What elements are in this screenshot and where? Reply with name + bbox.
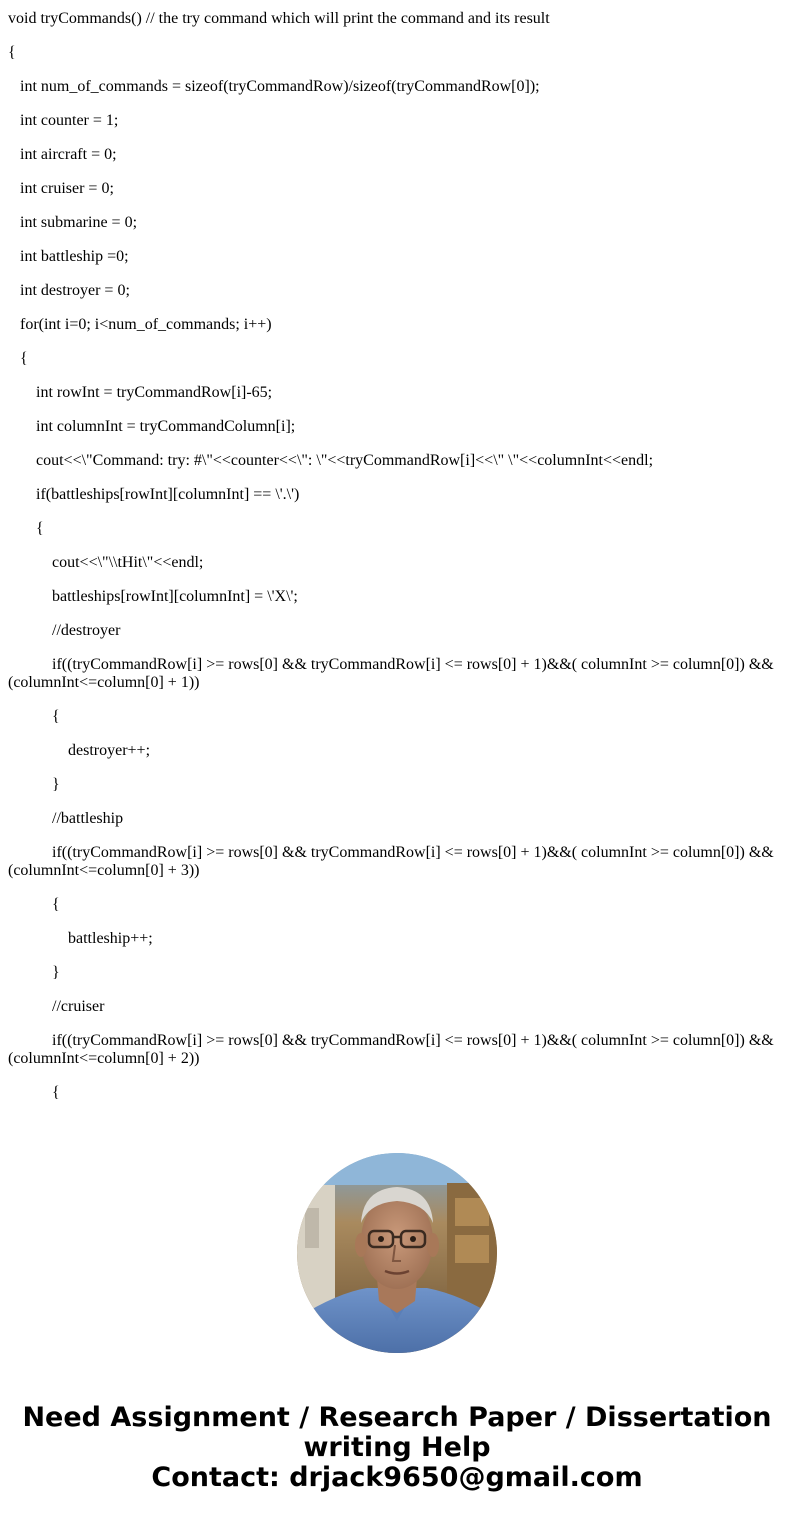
code-line: int submarine = 0; (8, 214, 138, 231)
code-line: cout<<\"Command: try: #\"<<counter<<\": \"<<tryCommandRow[i]<<\" \"<<columnInt<<endl; (8, 452, 654, 469)
code-line: int cruiser = 0; (8, 180, 114, 197)
person-photo-icon (297, 1153, 497, 1353)
code-line: { (8, 44, 16, 61)
code-line: if((tryCommandRow[i] >= rows[0] && tryCommandRow[i] <= rows[0] + 1)&&( columnInt >= column[0]) && (columnInt<=column[0] + 3)) (8, 844, 778, 879)
banner-line-1: Need Assignment / Research Paper / Dissertation (22, 1402, 772, 1433)
code-line: //destroyer (8, 622, 121, 639)
code-document (8, 0, 784, 1118)
code-line: void tryCommands() // the try command which will print the command and its result (8, 10, 550, 27)
code-line: for(int i=0; i<num_of_commands; i++) (8, 316, 272, 333)
banner-line-2: writing Help (303, 1432, 491, 1463)
author-avatar (297, 1153, 497, 1353)
code-line: battleship++; (8, 930, 153, 947)
code-line: } (8, 964, 60, 981)
code-line: } (8, 776, 60, 793)
code-line: int counter = 1; (8, 112, 119, 129)
contact-email[interactable]: Contact: drjack9650@gmail.com (151, 1462, 643, 1493)
code-line: if(battleships[rowInt][columnInt] == \'.\') (8, 486, 300, 503)
code-line: cout<<\"\\tHit\"<<endl; (8, 554, 204, 571)
code-line: if((tryCommandRow[i] >= rows[0] && tryCommandRow[i] <= rows[0] + 1)&&( columnInt >= column[0]) && (columnInt<=column[0] + 1)) (8, 656, 778, 691)
code-line: if((tryCommandRow[i] >= rows[0] && tryCommandRow[i] <= rows[0] + 1)&&( columnInt >= column[0]) && (columnInt<=column[0] + 2)) (8, 1032, 778, 1067)
code-line: int destroyer = 0; (8, 282, 130, 299)
code-line: int rowInt = tryCommandRow[i]-65; (8, 384, 273, 401)
code-line: int battleship =0; (8, 248, 129, 265)
code-line: destroyer++; (8, 742, 151, 759)
code-line: { (8, 520, 44, 537)
code-line: { (8, 896, 60, 913)
code-line: { (8, 350, 28, 367)
code-line: int columnInt = tryCommandColumn[i]; (8, 418, 296, 435)
code-line: //battleship (8, 810, 124, 827)
code-line: //cruiser (8, 998, 105, 1015)
code-line: battleships[rowInt][columnInt] = \'X\'; (8, 588, 298, 605)
code-line: int num_of_commands = sizeof(tryCommandRow)/sizeof(tryCommandRow[0]); (8, 78, 540, 95)
help-banner (0, 1403, 794, 1493)
code-line: int aircraft = 0; (8, 146, 117, 163)
code-line: { (8, 708, 60, 725)
code-line: { (8, 1084, 60, 1101)
